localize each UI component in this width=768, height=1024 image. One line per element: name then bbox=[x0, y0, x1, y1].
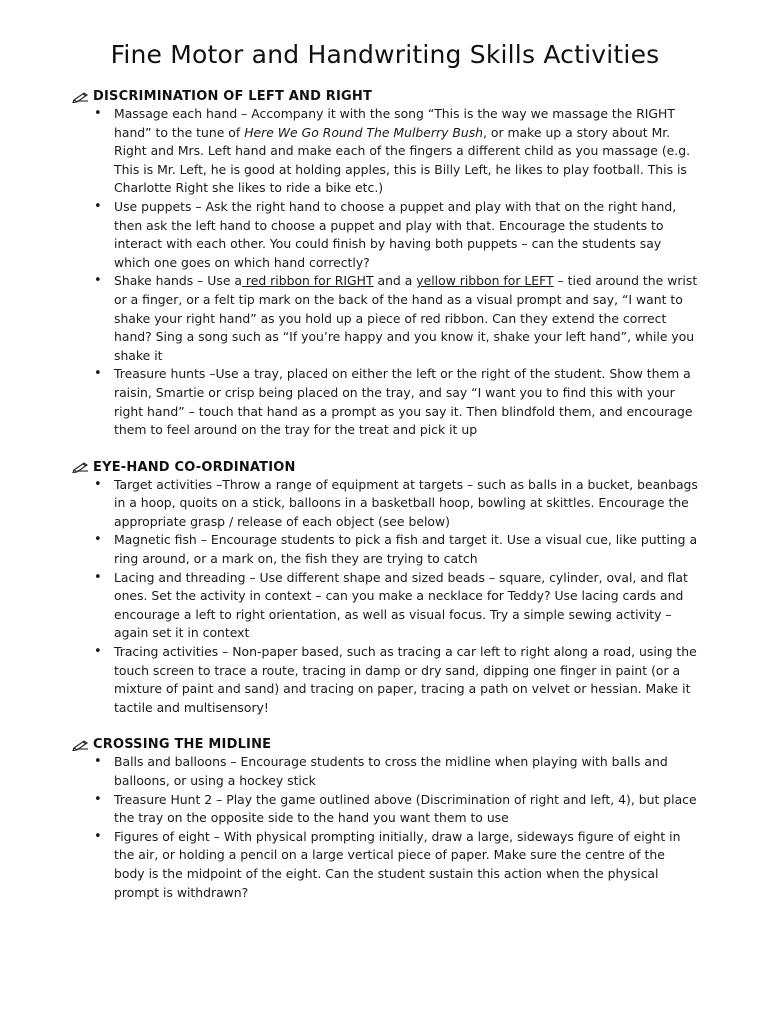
page-title: Fine Motor and Handwriting Skills Activities bbox=[110, 40, 660, 69]
list-item: • Use puppets – Ask the right hand to choose a puppet and play with that on the right hand, then ask the left hand to choose a puppet and play with that. Encourage the students to interact with each other. You could finish by having both puppets – can the students say which one goes on which hand correctly? bbox=[94, 198, 698, 272]
list-item: • Lacing and threading – Use different shape and sized beads – square, cylinder, oval, and flat ones. Set the activity in context – can you make a necklace for Teddy? Use lacing cards and encourage a left to right orientation, as well as visual focus. Try a simple sewing activity – again set it in context bbox=[94, 569, 698, 643]
list-item: • Balls and balloons – Encourage students to cross the midline when playing with balls and balloons, or using a hockey stick bbox=[94, 753, 698, 790]
list-item: • Treasure hunts –Use a tray, placed on either the left or the right of the student. Show them a raisin, Smartie or crisp being placed on the tray, and say “I want you to find this with your right hand” – touch that hand as a prompt as you say it. Then blindfold them, and encourage them to feel around on the tray for the treat and pick it up bbox=[94, 365, 698, 439]
section-eye-hand bbox=[72, 460, 698, 718]
section-heading bbox=[72, 737, 698, 752]
pencil-icon bbox=[72, 461, 90, 473]
section-heading bbox=[72, 460, 698, 475]
pencil-icon bbox=[72, 739, 90, 751]
list-item: • Shake hands – Use a red ribbon for RIGHT and a yellow ribbon for LEFT – tied around the wrist or a finger, or a felt tip mark on the back of the hand as a visual prompt and say, “I want to shake your right hand” as you hold up a piece of red ribbon. Can they extend the correct hand? Sing a song such as “If you’re happy and you know it, shake your left hand”, while you shake it bbox=[94, 272, 698, 365]
section-heading-text: DISCRIMINATION OF LEFT AND RIGHT bbox=[93, 89, 373, 104]
section-midline bbox=[72, 737, 698, 902]
bullet-list bbox=[72, 105, 698, 440]
list-item: • Treasure Hunt 2 – Play the game outlined above (Discrimination of right and left, 4), but place the tray on the opposite side to the hand you want them to use bbox=[94, 791, 698, 828]
pencil-icon bbox=[72, 91, 90, 103]
list-item: • Tracing activities – Non-paper based, such as tracing a car left to right along a road, using the touch screen to trace a route, tracing in damp or dry sand, dipping one finger in paint (or a mixture of paint and sand) and tracing on paper, tracing a path on velvet or hessian. Make it tactile and multisensory! bbox=[94, 643, 698, 717]
bullet-list bbox=[72, 753, 698, 902]
section-heading-text: CROSSING THE MIDLINE bbox=[93, 737, 272, 753]
section-heading-text: EYE-HAND CO-ORDINATION bbox=[93, 459, 296, 475]
list-item: • Figures of eight – With physical prompting initially, draw a large, sideways figure of eight in the air, or holding a pencil on a large vertical piece of paper. Make sure the centre of the body is the midpoint of the eight. Can the student sustain this action when the physical prompt is withdrawn? bbox=[94, 828, 698, 902]
list-item: • Massage each hand – Accompany it with the song “This is the way we massage the RIGHT hand” to the tune of Here We Go Round The Mulberry Bush, or make up a story about Mr. Right and Mrs. Left hand and make each of the fingers a different child as you massage (e.g. This is Mr. Left, he is good at holding apples, this is Billy Left, he likes to play football. This is Charlotte Right she likes to ride a bike etc.) bbox=[94, 105, 698, 198]
section-heading bbox=[72, 89, 698, 104]
list-item: • Target activities –Throw a range of equipment at targets – such as balls in a bucket, beanbags in a hoop, quoits on a stick, balloons in a basketball hoop, bowling at skittles. Encourage the appropriate grasp / release of each object (see below) bbox=[94, 476, 698, 532]
list-item: • Magnetic fish – Encourage students to pick a fish and target it. Use a visual cue, like putting a ring around, or a mark on, the fish they are trying to catch bbox=[94, 531, 698, 568]
section-left-right bbox=[72, 89, 698, 440]
bullet-list bbox=[72, 476, 698, 718]
